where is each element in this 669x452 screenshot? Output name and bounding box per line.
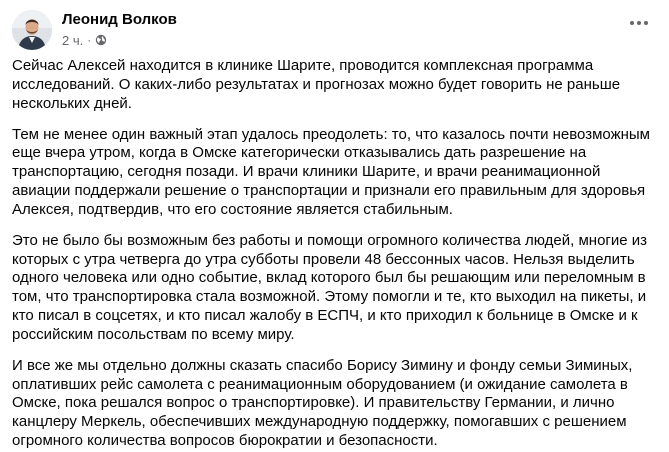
more-dot — [637, 21, 641, 25]
post-paragraph: И все же мы отдельно должны сказать спасибо Борису Зимину и фонду семьи Зиминых, оплативших рейс самолета с реанимационным оборудованием (и ожидание самолета в Омске, пока решался вопрос о транспортировке). И правительству Германии, и лично канцлеру Меркель, обеспечивших международную поддержку, помогавших с решением огромного количества вопросов бюрократии и безопасности. — [12, 356, 633, 449]
globe-icon[interactable] — [95, 34, 107, 46]
more-options-icon[interactable] — [621, 12, 657, 34]
post-header — [12, 10, 657, 50]
post-paragraph: Сейчас Алексей находится в клинике Шарите, проводится комплексная программа исследований. О каких-либо результатах и прогнозах можно будет говорить не раньше нескольких дней. — [12, 57, 621, 112]
post-paragraph: Тем не менее один важный этап удалось преодолеть: то, что казалось почти невозможным еще вчера утром, когда в Омске категорически отказывались дать разрешение на транспортацию, сегодня позади. И врачи клиники Шарите, и врачи реанимационной авиации поддержали решение о транспортации и признали его правильным для здоровья Алексея, подтвердив, что его состояние является стабильным. — [12, 125, 650, 218]
avatar-photo — [12, 10, 52, 50]
meta-separator: · — [87, 33, 92, 47]
more-dot — [644, 21, 648, 25]
post-timestamp[interactable]: 2 ч. — [62, 32, 84, 48]
post-meta — [62, 32, 107, 48]
author-name[interactable]: Леонид Волков — [62, 11, 177, 28]
post-paragraph: Это не было бы возможным без работы и помощи огромного количества людей, многие из которых с утра четверга до утра субботы провели 48 бессонных часов. Нельзя выделить одного человека или одно событие, вклад которого был бы решающим или переломным в том, что транспортировка стала возможной. Этому помогли и те, кто выходил на пикеты, и кто писал в соцсетях, и кто писал жалобу в ЕСПЧ, и кто приходил к больнице в Омске и к российским посольствам по всему миру. — [12, 231, 648, 343]
post-text — [12, 57, 659, 452]
avatar[interactable] — [12, 10, 52, 50]
more-dot — [630, 21, 634, 25]
